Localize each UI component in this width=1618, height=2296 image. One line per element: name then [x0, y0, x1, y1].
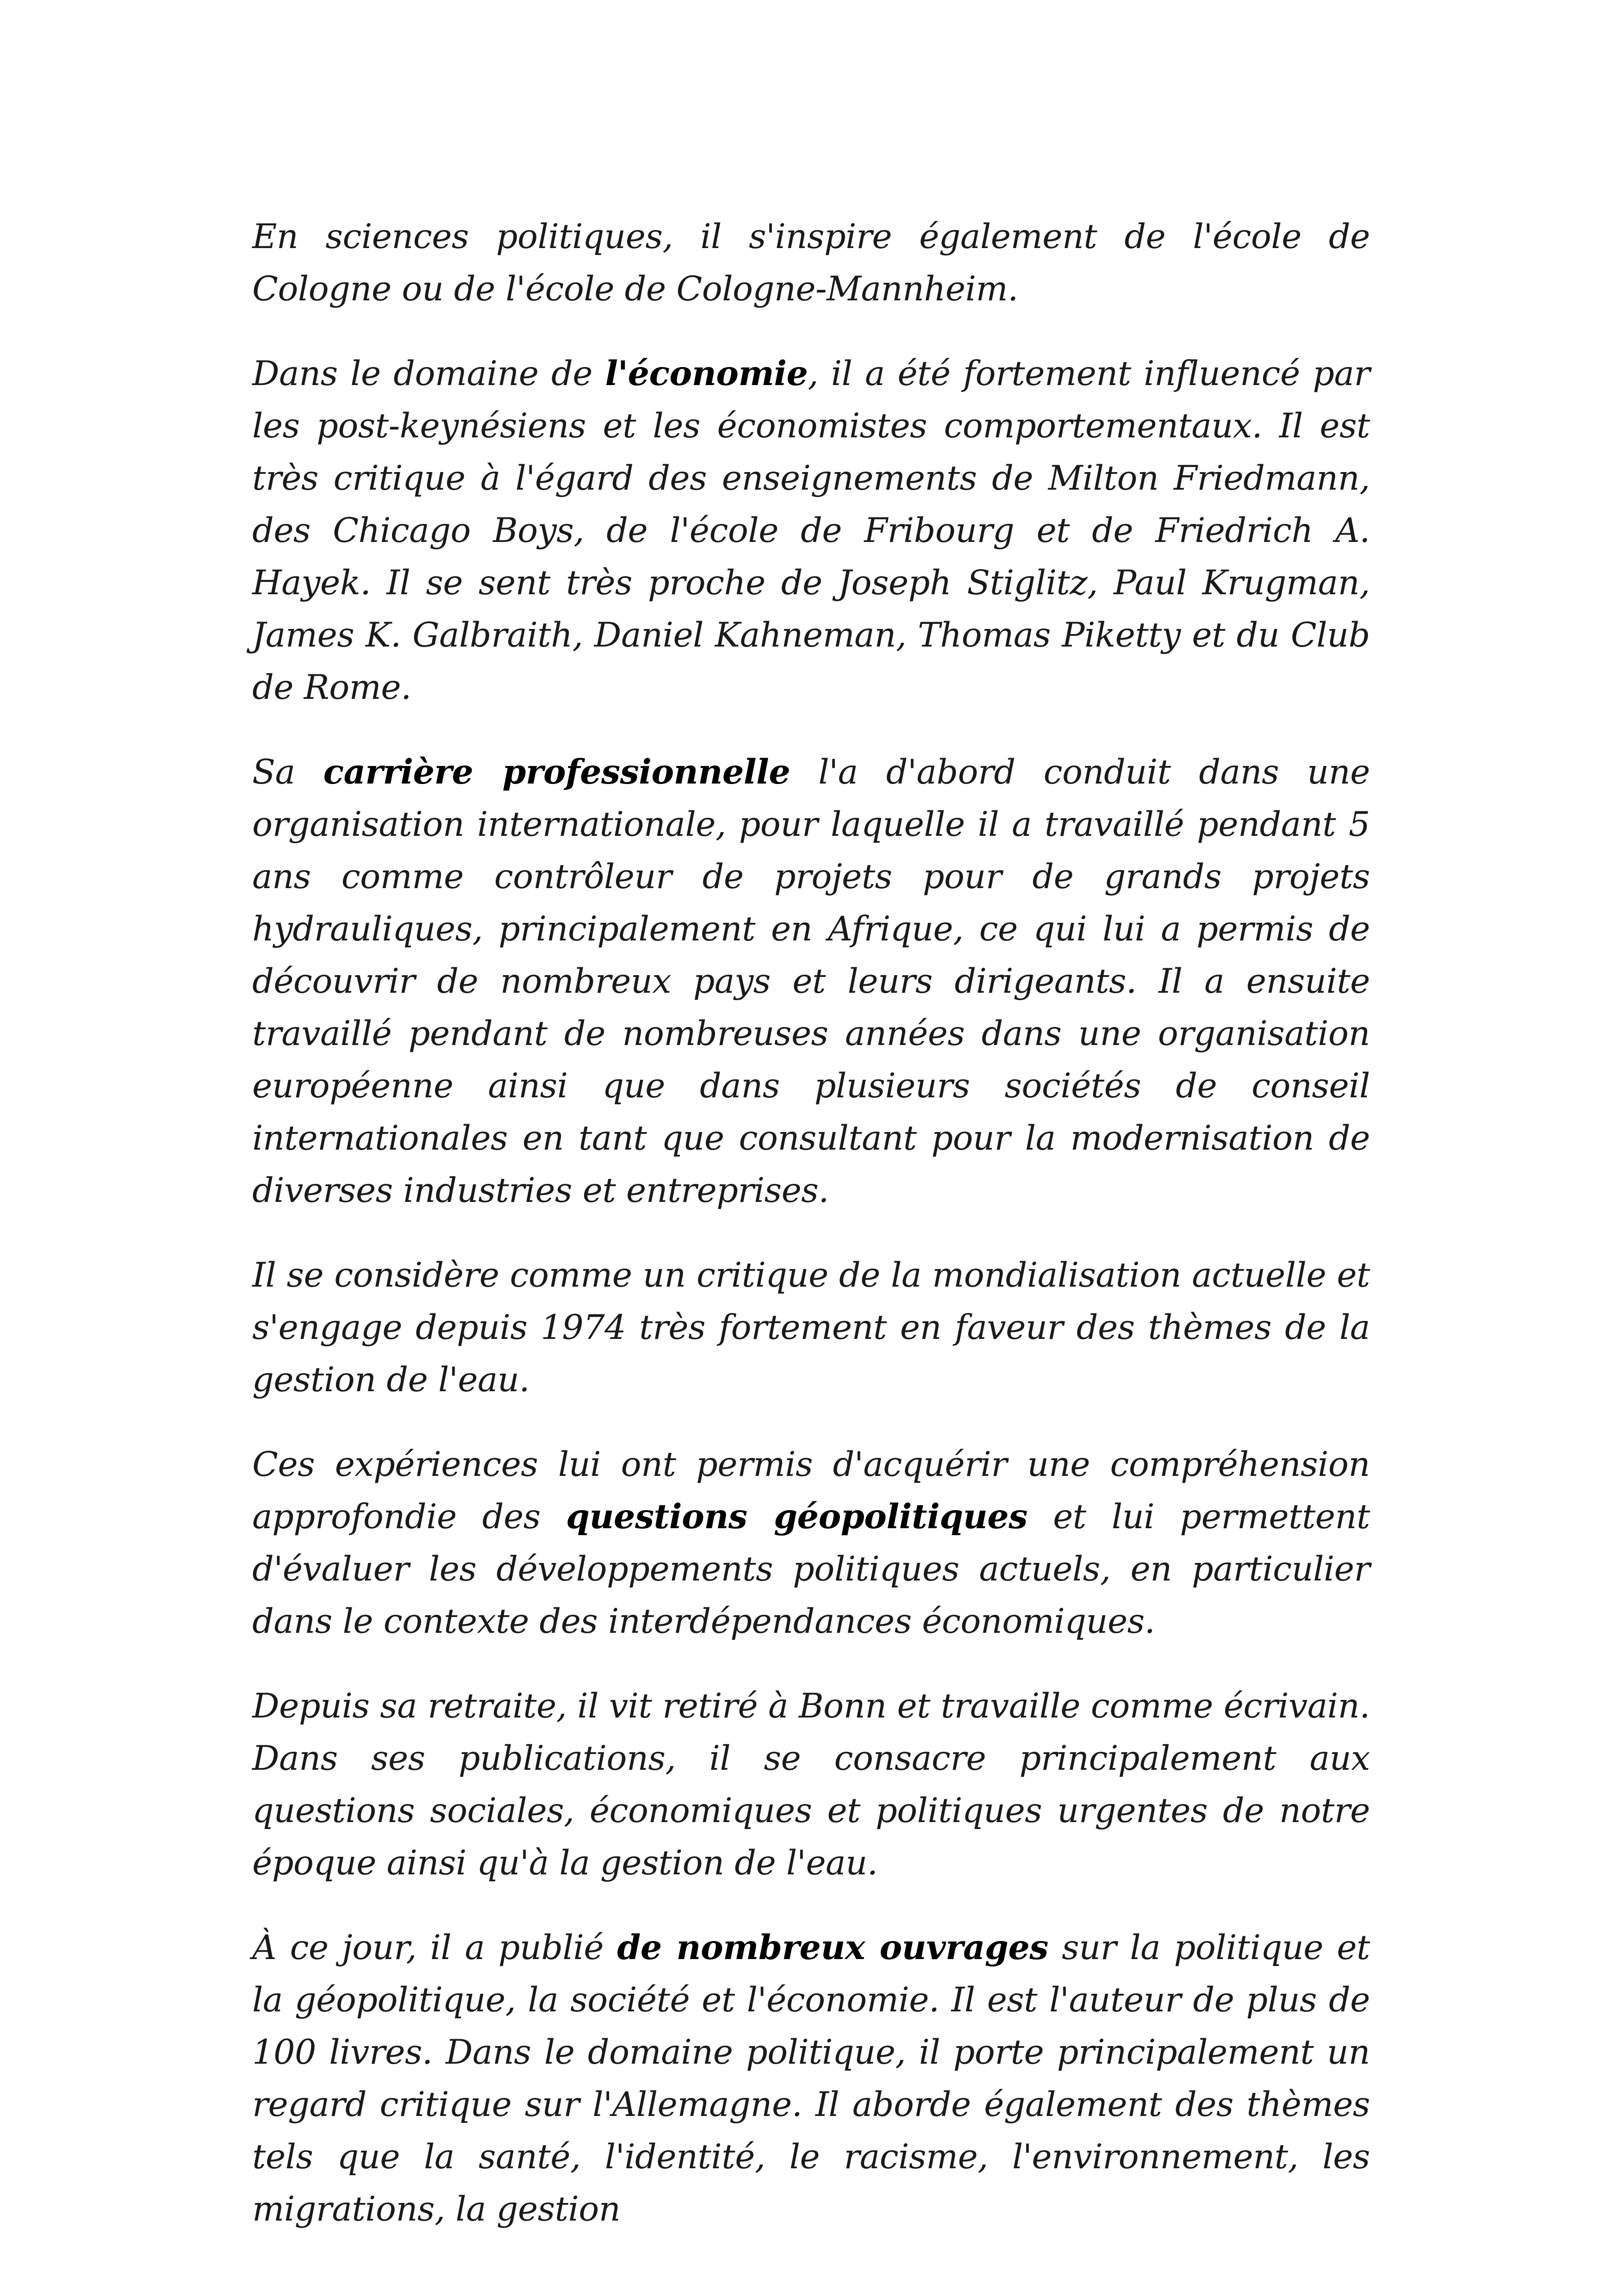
paragraph-text: À ce jour, il a publié [252, 1928, 617, 1967]
paragraph-economy [252, 348, 1370, 714]
bold-keyword: l'économie [605, 354, 808, 393]
paragraph-cologne-school [252, 211, 1370, 315]
paragraph-geopolitics [252, 1438, 1370, 1648]
paragraph-publications [252, 1922, 1370, 2235]
bold-keyword: de nombreux ouvrages [617, 1928, 1048, 1967]
bold-keyword: carrière professionnelle [323, 752, 790, 792]
paragraph-text: et lui permettent d'évaluer les développements politiques actuels, en particulier dans le contexte des interdépendances économiques. [252, 1497, 1370, 1641]
paragraph-text: Depuis sa retraite, il vit retiré à Bonn et travaille comme écrivain. Dans ses publications, il se consacre principalement aux questions sociales, économiques et politiques urgentes de notre époque ainsi qu'à la gestion de l'eau. [252, 1686, 1370, 1883]
paragraph-retirement [252, 1680, 1370, 1889]
paragraph-text: Ces expériences lui ont permis d'acquérir une compréhension approfondie des [252, 1445, 1370, 1537]
paragraph-text: , il a été fortement influencé par les post-keynésiens et les économistes comportementaux. Il est très critique à l'égard des enseignements de Milton Friedmann, des Chicago Boys, de l'école de Fribourg et de Friedrich A. Hayek. Il se sent très proche de Joseph Stiglitz, Paul Krugman, James K. Galbraith, Daniel Kahneman, Thomas Piketty et du Club de Rome. [252, 354, 1370, 707]
body-text [252, 211, 1370, 2268]
paragraph-text: En sciences politiques, il s'inspire également de l'école de Cologne ou de l'école de Cologne-Mannheim. [252, 217, 1370, 309]
paragraph-text: Il se considère comme un critique de la mondialisation actuelle et s'engage depuis 1974 très fortement en faveur des thèmes de la gestion de l'eau. [252, 1256, 1370, 1400]
paragraph-text: sur la politique et la géopolitique, la société et l'économie. Il est l'auteur de plus de 100 livres. Dans le domaine politique, il porte principalement un regard critique sur l'Allemagne. Il aborde également des thèmes tels que la santé, l'identité, le racisme, l'environnement, les migrations, la gestion [252, 1928, 1370, 2229]
paragraph-text: Dans le domaine de [252, 354, 605, 393]
bold-keyword: questions géopolitiques [566, 1497, 1027, 1537]
paragraph-text: Sa [252, 753, 324, 792]
paragraph-career [252, 746, 1370, 1217]
paragraph-globalization [252, 1249, 1370, 1406]
paragraph-text: l'a d'abord conduit dans une organisation internationale, pour laquelle il a travaillé pendant 5 ans comme contrôleur de projets pour de grands projets hydrauliques, principalement en Afrique, ce qui lui a permis de découvrir de nombreux pays et leurs dirigeants. Il a ensuite travaillé pendant de nombreuses années dans une organisation européenne ainsi que dans plusieurs sociétés de conseil internationales en tant que consultant pour la modernisation de diverses industries et entreprises. [252, 753, 1370, 1210]
